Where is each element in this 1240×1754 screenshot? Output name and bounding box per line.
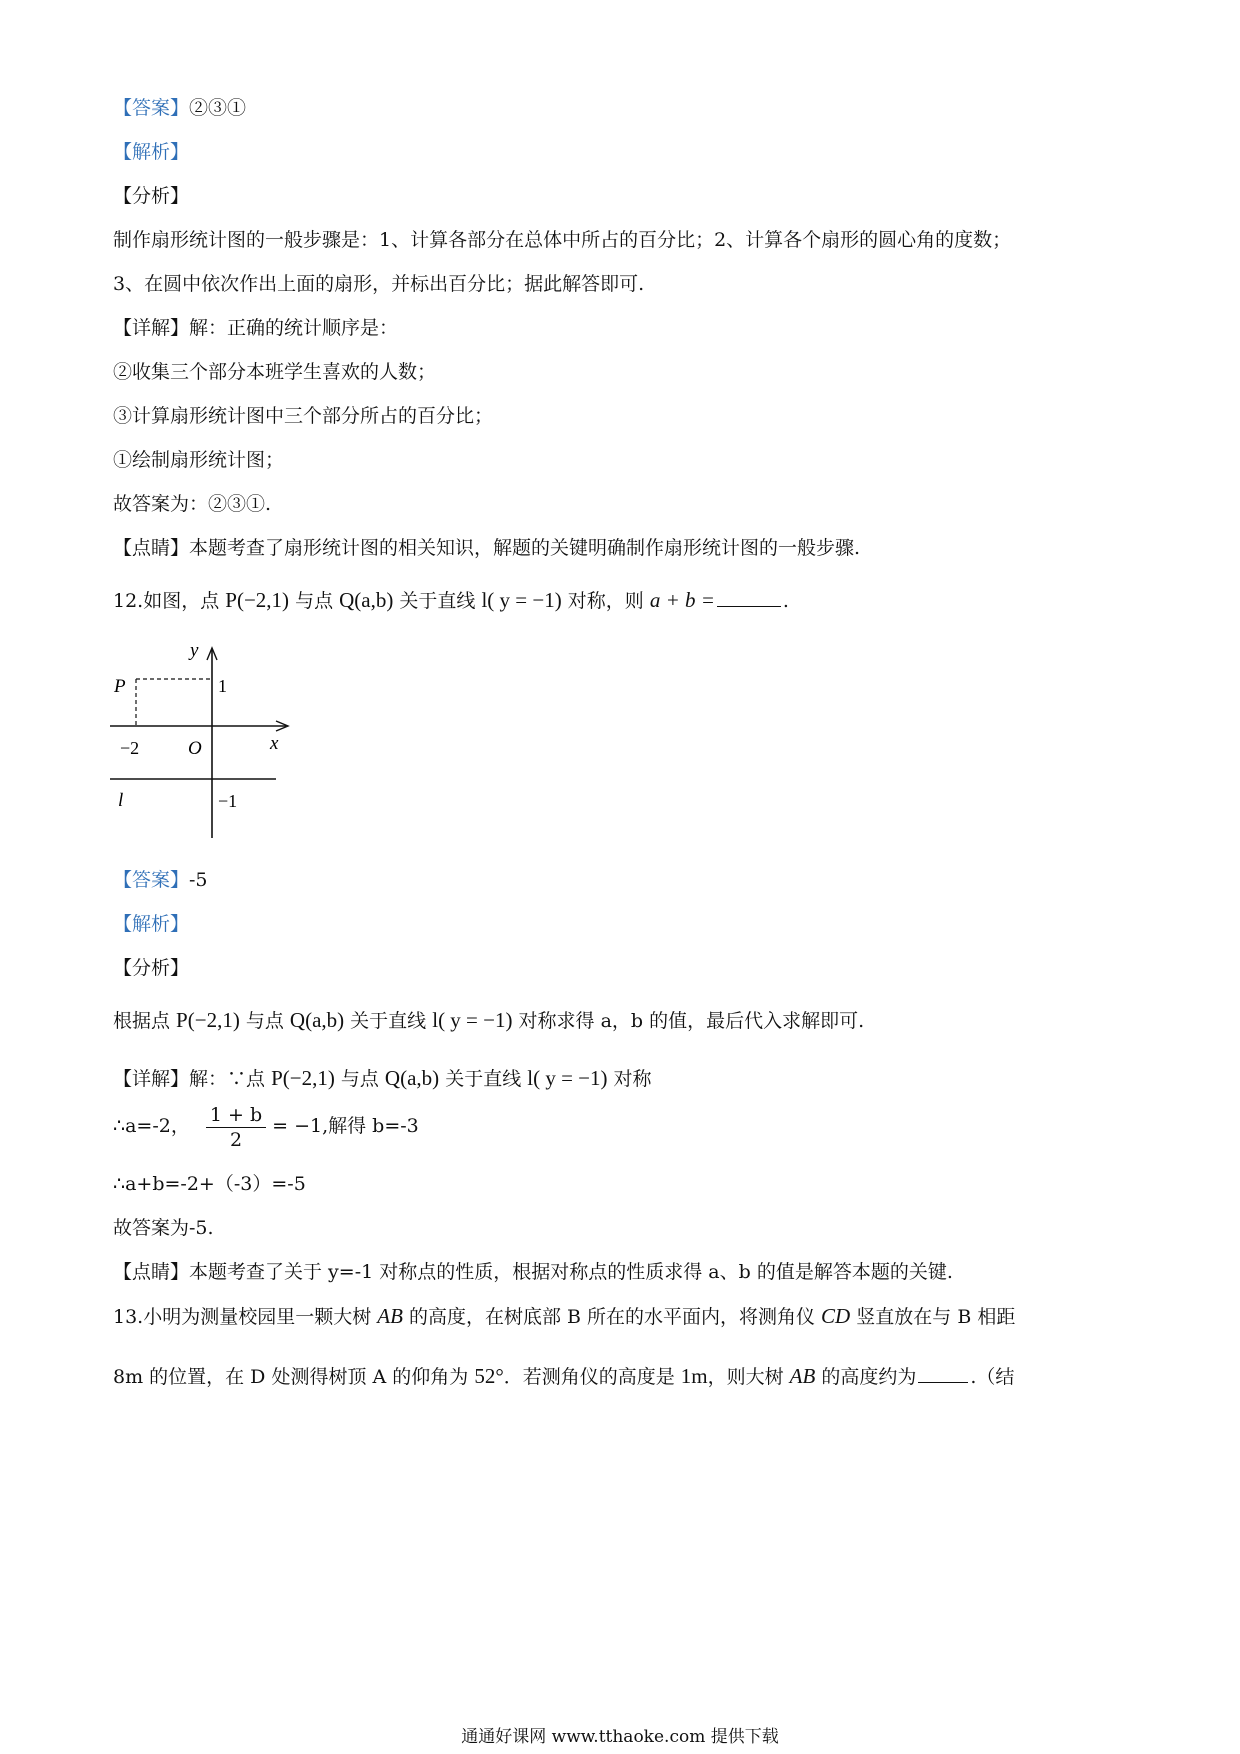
tree-ab: AB [789,1364,816,1388]
line-equation: l( y = −1) [527,1066,608,1090]
line-equation: l( y = −1) [481,588,562,612]
answer-text: ②③① [189,97,247,119]
point-q: Q(a,b) [384,1066,440,1090]
q13-text-b: 的高度，在树底部 B 所在的水平面内，将测角仪 [402,1306,822,1328]
tree-ab: AB [377,1304,403,1328]
q12-analysis-tag: 【解析】 [113,913,190,935]
q13-text-h: .（结 [970,1366,1015,1388]
page-footer: 通通好课网 www.tthaoke.com 提供下载 [461,1727,779,1747]
stem-about: 关于直线 [393,590,482,612]
coordinate-figure [110,636,330,846]
point-p: P(−2,1) [176,1008,240,1032]
line-equation: l( y = −1) [432,1008,513,1032]
q11-comment-line [113,536,860,560]
q11-answer-line [113,96,246,120]
p-label: P [114,676,126,697]
detail-intro: 解：正确的统计顺序是： [189,317,399,339]
q13-line2 [113,1364,1014,1389]
instrument-cd: CD [821,1304,851,1328]
stem-end: . [782,590,789,612]
step1-suffix: = −1,解得 b=-3 [272,1115,419,1137]
point-q: Q(a,b) [339,588,394,612]
instrument-height: 1m [680,1364,708,1388]
neg2-label: −2 [120,738,140,758]
q11-detail-line [113,316,398,340]
fraction-numerator: 1 + b [206,1103,266,1128]
detail-suffix: 对称 [607,1068,652,1090]
comment-tag: 【点睛】 [113,1261,190,1283]
comment-tag: 【点睛】 [113,537,190,559]
comment-text: 本题考查了扇形统计图的相关知识，解题的关键明确制作扇形统计图的一般步骤. [189,537,861,559]
q11-analysis-tag: 【解析】 [113,141,190,163]
q12-detail-line [113,1066,652,1091]
detail-prefix: 解：∵点 [189,1068,272,1090]
one-label: 1 [218,676,227,696]
q13-text-c: 竖直放在与 B 相距 [850,1306,1016,1328]
q12-conclusion: 故答案为-5. [113,1217,214,1239]
q13-text-g: 的高度约为 [815,1366,917,1388]
expression: a + b = [649,588,715,612]
q12-stem [113,588,789,613]
l-label: l [118,790,124,811]
q12-comment-line [113,1260,953,1284]
detail-tag: 【详解】 [113,1068,190,1090]
q13-text-f: ，则大树 [707,1366,790,1388]
q12-step1 [113,1102,419,1152]
q11-step2: ③计算扇形统计图中三个部分所占的百分比； [113,405,494,427]
q13-text-a: 13.小明为测量校园里一颗大树 [113,1306,378,1328]
q12-answer-line [113,868,208,892]
q11-fenxi-line2: 3、在圆中依次作出上面的扇形，并标出百分比；据此解答即可. [113,273,645,295]
answer-text: -5 [189,869,208,891]
q12-fenxi-line [113,1008,864,1033]
point-q: Q(a,b) [289,1008,345,1032]
q13-line1 [113,1304,1015,1329]
fraction [206,1103,266,1152]
q13-text-d: 8m 的位置，在 D 处测得树顶 A 的仰角为 [113,1366,475,1388]
q12-fenxi-tag: 【分析】 [113,957,190,979]
neg1-label: −1 [218,791,238,811]
origin-label: O [188,738,202,759]
stem-with: 与点 [289,590,340,612]
fraction-denominator: 2 [229,1128,243,1151]
q11-step3: ①绘制扇形统计图； [113,449,285,471]
elevation-angle: 52° [474,1364,504,1388]
stem-mid: 对称，则 [561,590,650,612]
q12-step2: ∴a+b=-2+（-3）=-5 [113,1173,306,1195]
point-p: P(−2,1) [271,1066,335,1090]
q13-text-e: ．若测角仪的高度是 [503,1366,681,1388]
answer-tag: 【答案】 [113,869,190,891]
detail-with: 与点 [334,1068,385,1090]
stem-prefix: 12.如图，点 [113,590,226,612]
fenxi-with: 与点 [239,1010,290,1032]
q11-step1: ②收集三个部分本班学生喜欢的人数； [113,361,437,383]
detail-about: 关于直线 [439,1068,528,1090]
step1-prefix: ∴a=-2， [113,1115,190,1137]
x-label: x [270,733,279,754]
answer-blank [918,1364,968,1383]
fenxi-suffix: 对称求得 a，b 的值，最后代入求解即可. [512,1010,865,1032]
answer-tag: 【答案】 [113,97,190,119]
answer-blank [717,588,781,607]
q11-conclusion: 故答案为：②③①. [113,493,272,515]
point-p: P(−2,1) [225,588,290,612]
q11-fenxi-line1: 制作扇形统计图的一般步骤是：1、计算各部分在总体中所占的百分比；2、计算各个扇形的圆心角的度数； [113,229,1012,251]
fenxi-about: 关于直线 [344,1010,433,1032]
q11-fenxi-tag: 【分析】 [113,185,190,207]
y-label: y [190,640,199,661]
comment-text: 本题考查了关于 y=-1 对称点的性质，根据对称点的性质求得 a、b 的值是解答本题的关键. [189,1261,953,1283]
fenxi-prefix: 根据点 [113,1010,177,1032]
detail-tag: 【详解】 [113,317,190,339]
